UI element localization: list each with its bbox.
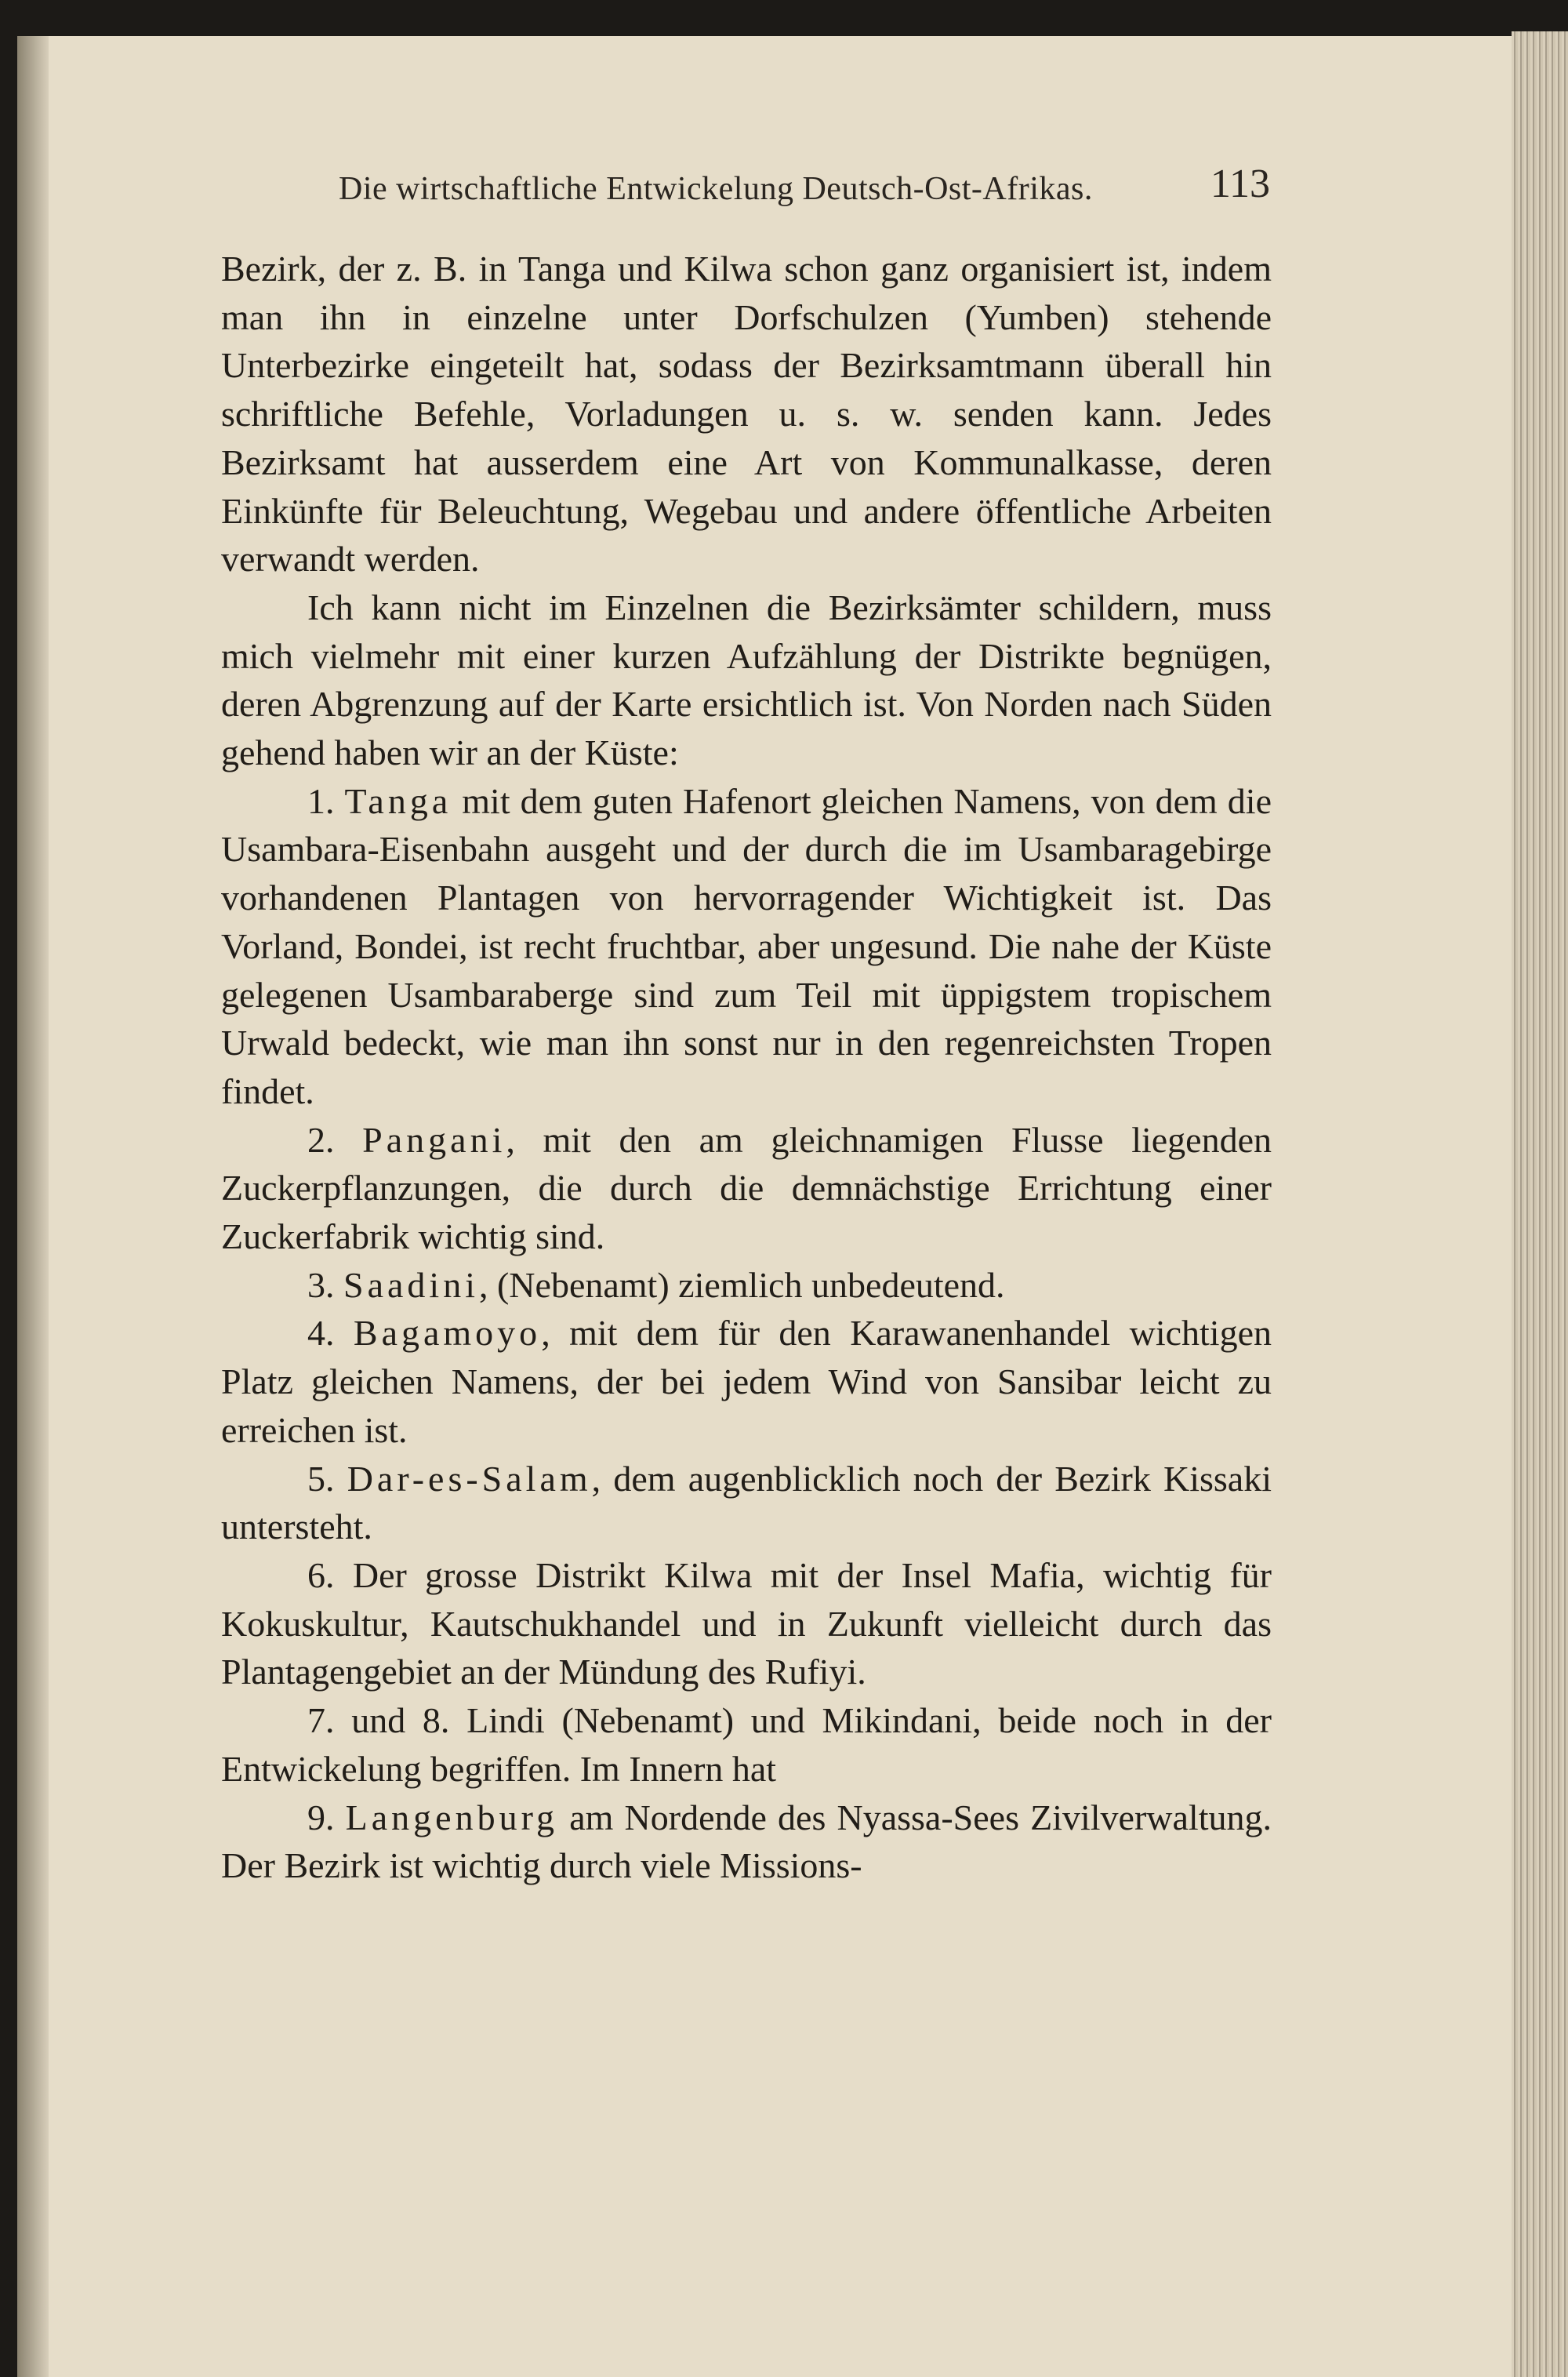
list-item-dar-es-salam	[221, 1455, 1272, 1551]
item-text: mit dem guten Hafenort gleichen Namens, von dem die Usambara-Eisenbahn ausgeht und der durch die im Usambaragebirge vorhandenen Plantagen von hervorragender Wichtigkeit ist. Das Vorland, Bondei, ist recht fruchtbar, aber ungesund. Die nahe der Küste gelegenen Usambaraberge sind zum Teil mit üppigstem tropischem Urwald bedeckt, wie man ihn sonst nur in den regenreichsten Tropen findet.	[221, 780, 1272, 1111]
paragraph-2: Ich kann nicht im Einzelnen die Bezirksämter schildern, muss mich vielmehr mit einer kurzen Aufzählung der Distrikte begnügen, deren Abgrenzung auf der Karte ersichtlich ist. Von Norden nach Süden gehend haben wir an der Küste:	[221, 587, 1272, 773]
item-number: 4.	[307, 1313, 335, 1354]
item-number: 2.	[307, 1119, 335, 1160]
item-text: , mit den am gleichnamigen Flusse liegenden Zuckerpflanzungen, die durch die demnächstige Errichtung einer Zuckerfabrik wichtig sind.	[221, 1119, 1272, 1257]
item-text: Der grosse Distrikt Kilwa mit der Insel Mafia, wichtig für Kokuskultur, Kautschukhandel und in Zukunft vielleicht durch das Plantagengebiet an der Mündung des Rufiyi.	[221, 1554, 1272, 1692]
district-name: Bagamoyo	[353, 1313, 542, 1354]
district-name: Pangani	[362, 1119, 506, 1160]
list-item-tanga	[221, 777, 1272, 1116]
district-name: Langenburg	[345, 1797, 559, 1837]
list-item-lindi-mikindani	[221, 1696, 1272, 1793]
page-number: 113	[1210, 162, 1270, 206]
list-item-bagamoyo	[221, 1309, 1272, 1454]
body-text	[221, 245, 1272, 1890]
list-item-pangani	[221, 1116, 1272, 1261]
item-text: , dem augenblicklich noch der Bezirk Kissaki untersteht.	[221, 1458, 1272, 1547]
item-text: , mit dem für den Karawanenhandel wichtigen Platz gleichen Namens, der bei jedem Wind von Sansibar leicht zu erreichen ist.	[221, 1313, 1272, 1450]
running-header	[339, 161, 1270, 216]
item-number: 5.	[307, 1458, 335, 1499]
item-number: 6.	[307, 1554, 335, 1595]
list-item-kilwa	[221, 1551, 1272, 1696]
item-number: 9.	[307, 1797, 335, 1837]
item-number: 1.	[307, 780, 335, 821]
district-name: Saadini	[343, 1264, 479, 1305]
book-gutter	[17, 36, 49, 2377]
running-title: Die wirtschaftliche Entwickelung Deutsch-Ost-Afrikas.	[339, 171, 1093, 207]
item-text: und 8. Lindi (Nebenamt) und Mikindani, beide noch in der Entwickelung begriffen. Im Innern hat	[221, 1700, 1272, 1789]
list-item-saadini	[221, 1261, 1272, 1310]
item-text: am Nordende des Nyassa-Sees Zivilverwaltung. Der Bezirk ist wichtig durch viele Missions-	[221, 1797, 1272, 1886]
page-edges	[1512, 31, 1568, 2377]
paragraph-1: Bezirk, der z. B. in Tanga und Kilwa schon ganz organisiert ist, indem man ihn in einzelne unter Dorfschulzen (Yumben) stehende Unterbezirke eingeteilt hat, sodass der Bezirksamtmann überall hin schriftliche Befehle, Vorladungen u. s. w. senden kann. Jedes Bezirksamt hat ausserdem eine Art von Kommunalkasse, deren Einkünfte für Beleuchtung, Wegebau und andere öffentliche Arbeiten verwandt werden.	[221, 249, 1272, 580]
district-name: Dar-es-Salam	[347, 1458, 592, 1499]
item-text: , (Nebenamt) ziemlich unbedeutend.	[478, 1264, 1005, 1305]
list-item-langenburg	[221, 1794, 1272, 1890]
item-number: 3.	[307, 1264, 335, 1305]
item-number: 7.	[307, 1700, 335, 1741]
district-name: Tanga	[344, 780, 452, 821]
